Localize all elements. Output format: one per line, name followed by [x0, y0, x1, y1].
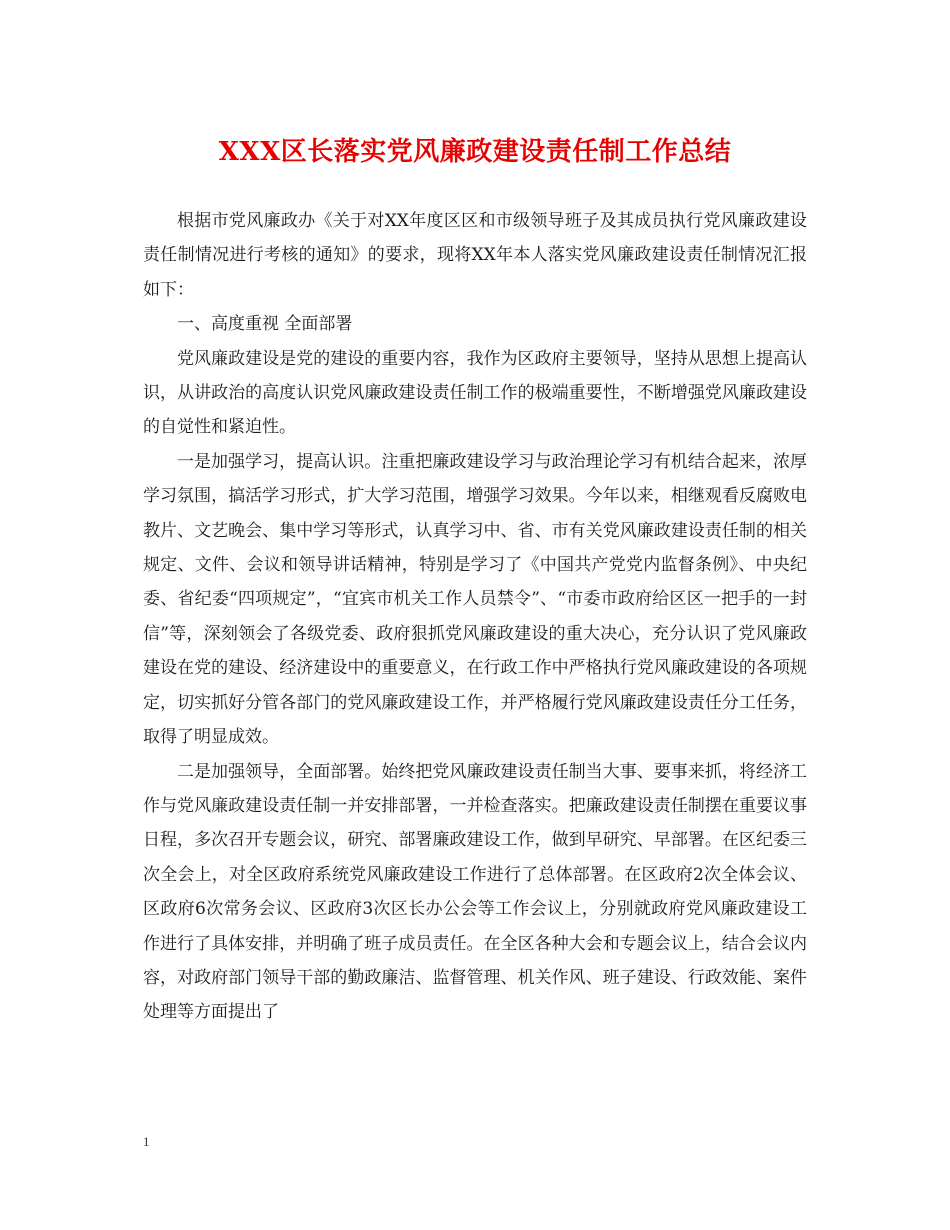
page-number: 1 [143, 1134, 150, 1149]
body-paragraph: 党风廉政建设是党的建设的重要内容，我作为区政府主要领导，坚持从思想上提高认识，从讲政治的高度认识党风廉政建设责任制工作的极端重要性，不断增强党风廉政建设的自觉性和紧迫性。 [143, 348, 807, 438]
section-heading: 一、高度重视 全面部署 [177, 314, 353, 335]
document-title: XXX区长落实党风廉政建设责任制工作总结 [218, 137, 732, 167]
body-paragraph: 一是加强学习，提高认识。注重把廉政建设学习与政治理论学习有机结合起来，浓厚学习氛围，搞活学习形式，扩大学习范围，增强学习效果。今年以来，相继观看反腐败电教片、文艺晚会、集中学习等形式，认真学习中、省、市有关党风廉政建设责任制的相关规定、文件、会议和领导讲话精神，特别是学习了《中国共产党党内监督条例》、中央纪委、省纪委“四项规定”，“宜宾市机关工作人员禁令”、“市委市政府给区区一把手的一封信”等，深刻领会了各级党委、政府狠抓党风廉政建设的重大决心，充分认识了党风廉政建设在党的建设、经济建设中的重要意义，在行政工作中严格执行党风廉政建设的各项规定，切实抓好分管各部门的党风廉政建设工作，并严格履行党风廉政建设责任分工任务，取得了明显成效。 [143, 451, 807, 748]
body-paragraph: 二是加强领导，全面部署。始终把党风廉政建设责任制当大事、要事来抓，将经济工作与党风廉政建设责任制一并安排部署，一并检查落实。把廉政建设责任制摆在重要议事日程，多次召开专题会议，研究、部署廉政建设工作，做到早研究、早部署。在区纪委三次全会上，对全区政府系统党风廉政建设工作进行了总体部署。在区政府2次全体会议、区政府6次常务会议、区政府3次区长办公会等工作会议上，分别就政府党风廉政建设工作进行了具体安排，并明确了班子成员责任。在全区各种大会和专题会议上，结合会议内容，对政府部门领导干部的勤政廉洁、监督管理、机关作风、班子建设、行政效能、案件处理等方面提出了 [143, 761, 807, 1023]
intro-paragraph: 根据市党风廉政办《关于对XX年度区区和市级领导班子及其成员执行党风廉政建设责任制情况进行考核的通知》的要求，现将XX年本人落实党风廉政建设责任制情况汇报如下： [143, 211, 807, 300]
document-body [143, 204, 807, 1030]
